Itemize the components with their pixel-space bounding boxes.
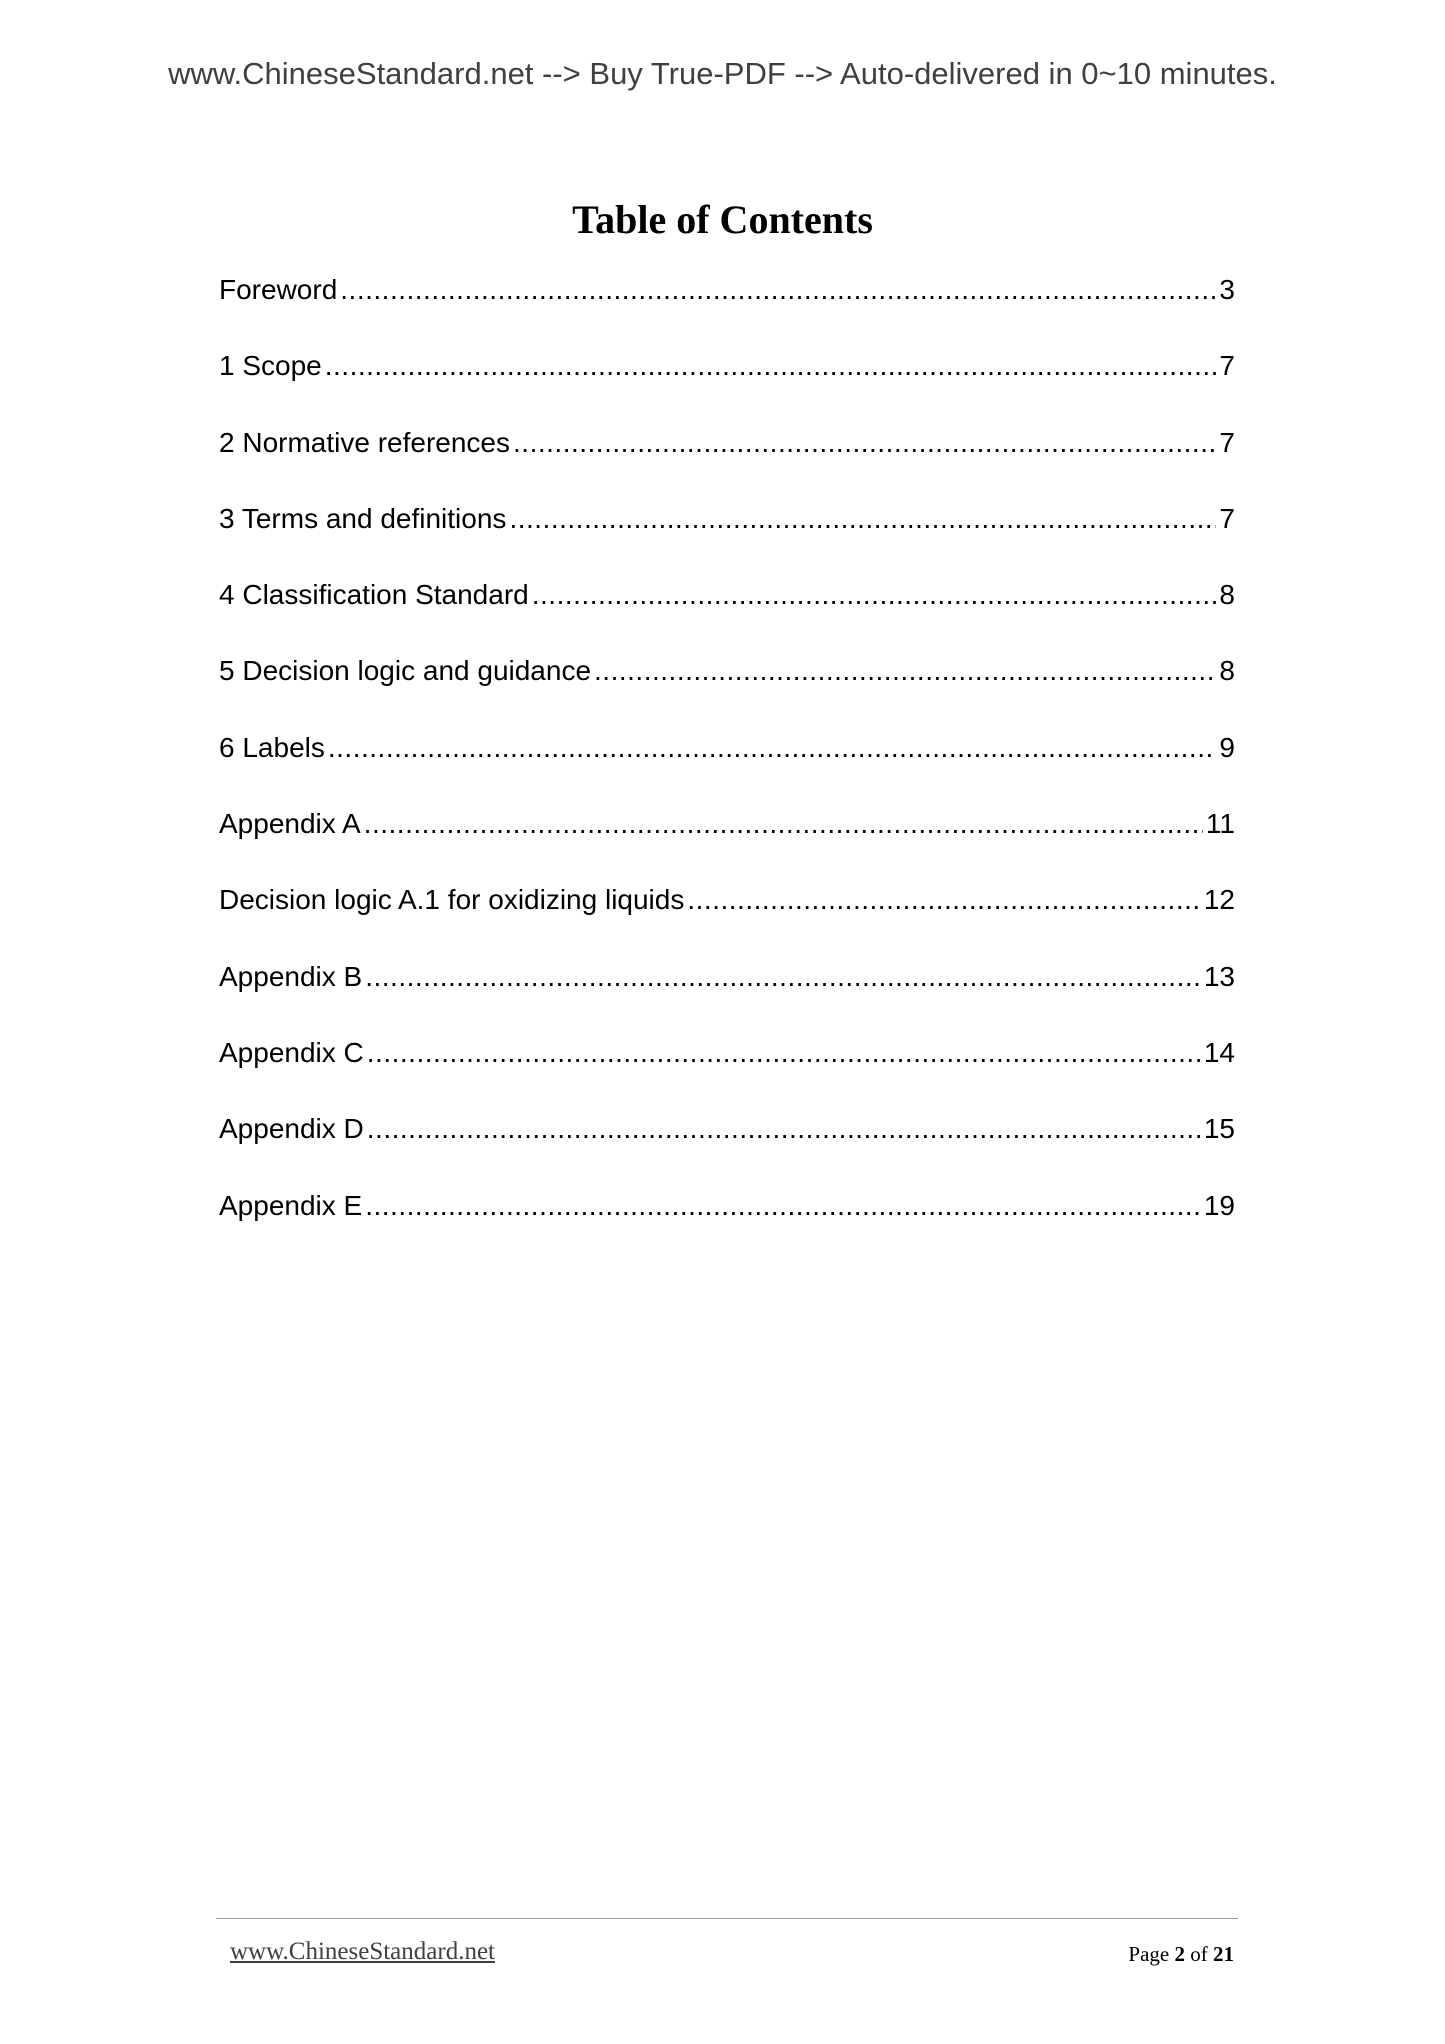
dot-leader — [367, 1113, 1201, 1145]
table-of-contents — [219, 274, 1235, 1266]
footer-divider — [216, 1918, 1238, 1919]
toc-entry-page: 7 — [1219, 426, 1235, 458]
toc-entry-decision-logic[interactable] — [219, 655, 1235, 731]
dot-leader — [687, 884, 1200, 916]
toc-entry-labels[interactable] — [219, 732, 1235, 808]
toc-entry-label: 5 Decision logic and guidance — [219, 655, 592, 687]
dot-leader — [325, 350, 1217, 382]
dot-leader — [532, 579, 1217, 611]
dot-leader — [328, 732, 1217, 764]
toc-entry-foreword[interactable] — [219, 274, 1235, 350]
dot-leader — [367, 1037, 1201, 1069]
toc-entry-label: Appendix E — [219, 1189, 363, 1221]
toc-entry-decision-logic-a1[interactable] — [219, 884, 1235, 960]
toc-entry-label: 6 Labels — [219, 731, 325, 763]
toc-entry-label: Decision logic A.1 for oxidizing liquids — [219, 884, 685, 916]
toc-entry-terms-and-definitions[interactable] — [219, 503, 1235, 579]
toc-entry-page: 8 — [1219, 579, 1235, 611]
toc-entry-page: 8 — [1219, 655, 1235, 687]
current-page-number: 2 — [1174, 1942, 1185, 1966]
dot-leader — [340, 274, 1216, 306]
page-title: Table of Contents — [572, 197, 873, 242]
toc-entry-page: 19 — [1203, 1189, 1235, 1221]
toc-entry-label: 3 Terms and definitions — [219, 502, 507, 534]
toc-entry-label: Appendix D — [219, 1113, 364, 1145]
footer-website-link[interactable]: www.ChineseStandard.net — [230, 1938, 495, 1965]
toc-entry-label: 2 Normative references — [219, 426, 511, 458]
toc-entry-page: 14 — [1203, 1036, 1235, 1068]
toc-entry-scope[interactable] — [219, 350, 1235, 426]
dot-leader — [364, 808, 1203, 840]
dot-leader — [509, 503, 1216, 535]
toc-entry-label: 4 Classification Standard — [219, 579, 529, 611]
dot-leader — [513, 427, 1216, 459]
toc-entry-label: Foreword — [219, 274, 338, 305]
toc-entry-page: 13 — [1203, 960, 1235, 992]
page-word: Page — [1128, 1942, 1170, 1966]
toc-entry-page: 15 — [1203, 1113, 1235, 1145]
toc-entry-appendix-b[interactable] — [219, 961, 1235, 1037]
of-word: of — [1190, 1942, 1208, 1966]
toc-entry-appendix-e[interactable] — [219, 1190, 1235, 1266]
page-number — [1128, 1942, 1234, 1967]
toc-entry-page: 11 — [1205, 808, 1235, 840]
toc-entry-label: Appendix A — [219, 808, 361, 840]
toc-entry-label: Appendix C — [219, 1036, 364, 1068]
dot-leader — [365, 1190, 1201, 1222]
toc-entry-page: 9 — [1219, 731, 1235, 763]
toc-entry-appendix-a[interactable] — [219, 808, 1235, 884]
toc-entry-classification-standard[interactable] — [219, 579, 1235, 655]
dot-leader — [594, 655, 1216, 687]
dot-leader — [365, 961, 1201, 993]
toc-entry-page: 7 — [1219, 502, 1235, 534]
toc-entry-appendix-c[interactable] — [219, 1037, 1235, 1113]
top-banner[interactable]: www.ChineseStandard.net --> Buy True-PDF --> Auto-delivered in 0~10 minutes. — [168, 56, 1277, 91]
toc-entry-label: 1 Scope — [219, 350, 322, 382]
total-pages-number: 21 — [1213, 1942, 1234, 1966]
toc-entry-page: 7 — [1219, 350, 1235, 382]
toc-entry-page: 3 — [1219, 274, 1235, 305]
toc-entry-normative-references[interactable] — [219, 427, 1235, 503]
toc-entry-appendix-d[interactable] — [219, 1113, 1235, 1189]
toc-entry-page: 12 — [1203, 884, 1235, 916]
toc-entry-label: Appendix B — [219, 960, 363, 992]
